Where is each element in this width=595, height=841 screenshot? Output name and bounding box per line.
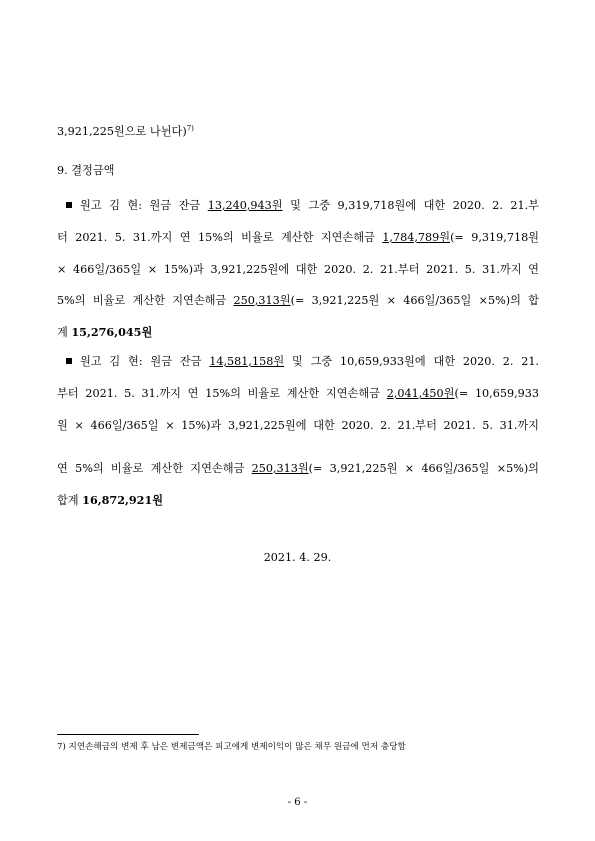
page-number: - 6 - [287,797,308,808]
amount-principal: 14,581,158원 [209,355,285,368]
p1-line-5: 계 15,276,045원 [57,325,153,339]
document-date: 2021. 4. 29. [263,551,332,564]
square-bullet-icon [66,358,72,364]
total-amount-1: 15,276,045원 [71,325,153,339]
footnote-ref: 7) [186,124,194,133]
p2-line-5: 합계 16,872,921원 [57,493,164,507]
section-title: 9. 결정금액 [57,164,115,177]
p2-line-1: 원고 김 현: 원금 잔금 14,581,158원 및 그중 10,659,933원에 대한 2020. 2. 21. [66,355,539,369]
amount-principal: 13,240,943원 [207,199,283,212]
amount-interest-5: 250,313원 [251,462,309,475]
p2-line-3: 원 × 466일/365일 × 15%)과 3,921,225원에 대한 2020. 2. 21.부터 2021. 5. 31.까지 [57,419,539,432]
intro-line [57,125,539,139]
amount-interest-15: 1,784,789원 [382,231,451,244]
footnote-divider [57,734,199,735]
total-amount-2: 16,872,921원 [82,493,164,507]
p1-line-4: 5%의 비율로 계산한 지연손해금 250,313원(= 3,921,225원 × 466일/365일 ×5%)의 합 [57,294,539,307]
p2-line-4: 연 5%의 비율로 계산한 지연손해금 250,313원(= 3,921,225원 × 466일/365일 ×5%)의 [57,462,539,475]
amount-interest-15: 2,041,450원 [386,387,455,400]
p1-line-3: × 466일/365일 × 15%)과 3,921,225원에 대한 2020. 2. 21.부터 2021. 5. 31.까지 연 [57,263,539,276]
p1-line-2: 터 2021. 5. 31.까지 연 15%의 비율로 계산한 지연손해금 1,784,789원(= 9,319,718원 [57,231,539,244]
p1-line-1: 원고 김 현: 원금 잔금 13,240,943원 및 그중 9,319,718원에 대한 2020. 2. 21.부 [66,199,539,213]
footnote-text: 7) 지연손해금의 변제 후 남은 변제금액은 피고에게 변제이익이 많은 채무 원금에 먼저 충당함 [57,742,406,752]
p2-line-2: 부터 2021. 5. 31.까지 연 15%의 비율로 계산한 지연손해금 2,041,450원(= 10,659,933 [57,387,539,400]
intro-text: 3,921,225원으로 나뉜다) [57,125,187,138]
amount-interest-5: 250,313원 [233,294,291,307]
square-bullet-icon [66,202,72,208]
